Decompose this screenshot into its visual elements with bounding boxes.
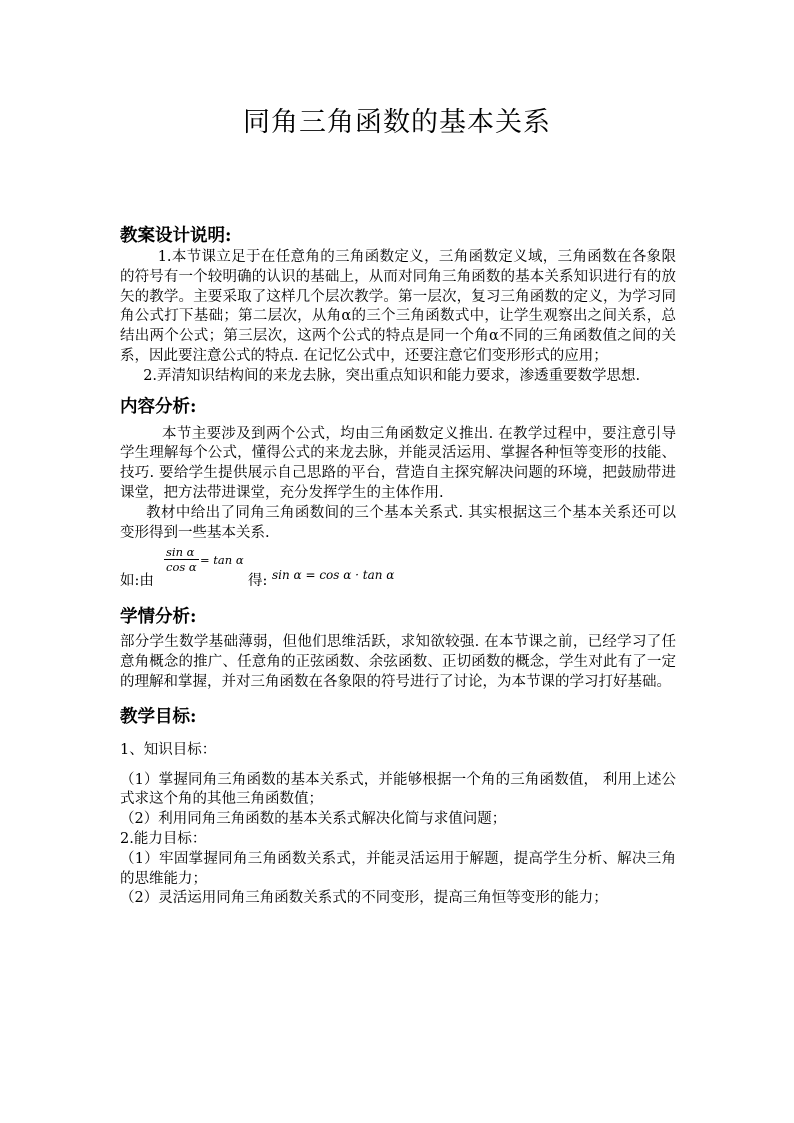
section-heading-students: 学情分析: [120, 607, 197, 628]
formula-numerator: sin α [164, 545, 199, 560]
students-paragraph: 部分学生数学基础薄弱，但他们思维活跃，求知欲较强. 在本节课之前，已经学习了任意角概念的推广、任意角的正弦函数、余弦函数、正切函数的概念，学生对此有了一定的理解和掌握，并对三角函数在各象限的符号进行了讨论，为本节课的学习打好基础。 [120, 634, 676, 690]
document-body [120, 224, 676, 909]
content-paragraph-2: 教材中给出了同角三角函数间的三个基本关系式. 其实根据这三个基本关系还可以变形得到一些基本关系. [120, 504, 676, 541]
document-title: 同角三角函数的基本关系 [243, 107, 551, 138]
formula-rhs: = tan α [200, 553, 244, 568]
goal-knowledge-1: （1）掌握同角三角函数的基本关系式，并能够根据一个角的三角函数值， 利用上述公式求这个角的其他三角函数值； [120, 771, 676, 808]
formula-example [120, 545, 676, 593]
formula-label-from: 如:由 [120, 573, 154, 590]
section-heading-goals: 教学目标: [120, 706, 197, 727]
design-paragraph-2: 2.弄清知识结构间的来龙去脉，突出重点知识和能力要求，渗透重要数学思想. [143, 367, 641, 384]
section-heading-content: 内容分析: [120, 396, 197, 417]
content-paragraph-1: 本节主要涉及到两个公式，均由三角函数定义推出. 在教学过程中，要注意引导学生理解每个公式，懂得公式的来龙去脉，并能灵活运用、掌握各种恒等变形的技能、技巧. 要给学生提供展示自己思路的平台，营造自主探究解决问题的环境，把鼓励带进课堂，把方法带进课堂，充分发挥学生的主体作用. [120, 425, 676, 501]
section-heading-design: 教案设计说明: [120, 226, 232, 246]
formula-fraction [164, 545, 199, 574]
goal-knowledge-2: （2）利用同角三角函数的基本关系式解决化简与求值问题； [120, 811, 507, 828]
goal-ability-1: （1）牢固掌握同角三角函数关系式，并能灵活运用于解题，提高学生分析、解决三角的思维能力； [120, 850, 676, 887]
formula-denominator: cos α [166, 560, 197, 575]
goal-ability-2: （2）灵活运用同角三角函数关系式的不同变形，提高三角恒等变形的能力； [120, 890, 608, 907]
formula-result: sin α = cos α · tan α [272, 568, 395, 583]
formula-label-get: 得: [248, 573, 268, 590]
goal-ability-title: 2.能力目标： [120, 830, 207, 847]
design-paragraph-1: 1.本节课立足于在任意角的三角函数定义，三角函数定义域，三角函数在各象限的符号有一个较明确的认识的基础上，从而对同角三角函数的基本关系知识进行有的放矢的教学。主要采取了这样几个层次教学。第一层次，复习三角函数的定义，为学习同角公式打下基础；第二层次，从角α的三个三角函数式中，让学生观察出之间关系，总结出两个公式；第三层次，这两个公式的特点是同一个角α不同的三角函数值之间的关系，因此要注意公式的特点. 在记忆公式中，还要注意它们变形形式的应用； [120, 249, 676, 364]
goal-knowledge-title: 1、知识目标： [120, 741, 217, 758]
